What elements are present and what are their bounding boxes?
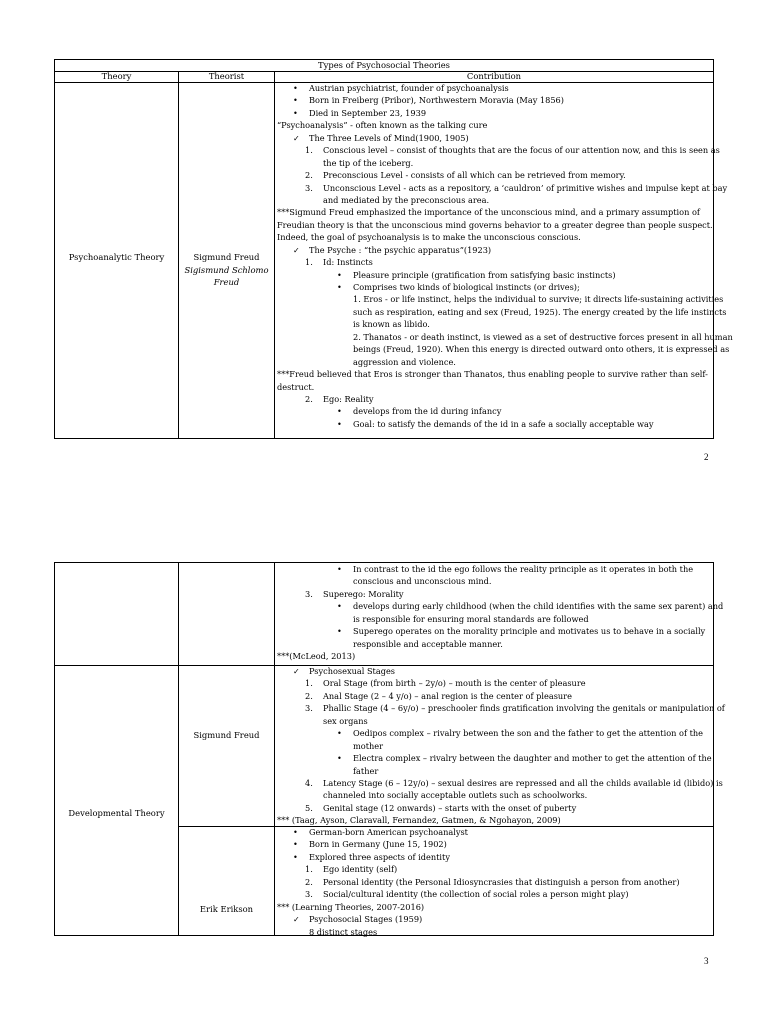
list-number: 3. [305, 703, 313, 714]
checkmark-icon: ✓ [293, 132, 300, 143]
list-number: 4. [305, 777, 313, 788]
contribution-text: 2. Thanatos - or death instinct, is viewed as a set of destructive forces present in all human [353, 331, 733, 342]
contribution-text: The Psyche : “the psychic apparatus”(1923) [309, 244, 492, 255]
contribution-text: such as respiration, eating and sex (Freud, 1925). The energy created by the life instincts [353, 306, 727, 317]
contribution-text: Psychosexual Stages [309, 666, 396, 676]
contribution-text: Born in Freiberg (Pribor), Northwestern Moravia (May 1856) [309, 95, 564, 106]
list-number: 2. [305, 876, 313, 887]
contribution-text: sex organs [323, 715, 368, 726]
theory-psychoanalytic: Psychoanalytic Theory [68, 252, 165, 262]
contribution-text: is responsible for ensuring moral standards are followed [353, 613, 589, 624]
list-number: 1. [305, 864, 313, 875]
contribution-text: Superego: Morality [323, 588, 404, 599]
contribution-text: Psychosocial Stages (1959) [309, 914, 423, 925]
contribution-text: destruct. [277, 381, 315, 392]
contribution-text: *** (Taag, Ayson, Claravall, Fernandez, Gatmen, & Ngohayon, 2009) [277, 815, 561, 826]
bullet-icon: • [337, 282, 342, 292]
bullet-icon: • [337, 626, 342, 637]
list-number: 2. [305, 690, 313, 701]
contribution-text: Phallic Stage (4 – 6y/o) – preschooler finds gratification involving the genitals or manipulation of [323, 703, 725, 714]
list-number: 1. [305, 257, 313, 268]
bullet-icon: • [293, 839, 298, 850]
contribution-text: Preconscious Level - consists of all which can be retrieved from memory. [323, 170, 626, 181]
contribution-text: ***Freud believed that Eros is stronger than Thanatos, thus enabling people to survive rather than self- [277, 369, 708, 380]
contribution-text: responsible and acceptable manner. [353, 638, 503, 649]
contribution-text: Freudian theory is that the unconscious mind governs behavior to a greater degree than people suspect. [277, 219, 713, 230]
contribution-text: ***Sigmund Freud emphasized the importance of the unconscious mind, and a primary assumption of [277, 207, 700, 218]
contribution-text: 8 distinct stages [309, 926, 378, 937]
theorist-name: Sigmund Freud [193, 252, 260, 262]
contribution-text: Indeed, the goal of psychoanalysis is to make the unconscious conscious. [277, 232, 581, 243]
list-number: 2. [305, 170, 313, 181]
psychosocial-theories-table-continued [54, 562, 725, 937]
bullet-icon: • [337, 728, 342, 739]
contribution-text: mother [353, 740, 384, 751]
column-divider [274, 71, 275, 438]
contribution-text: is known as libido. [353, 319, 430, 330]
contribution-text: Social/cultural identity (the collection of social roles a person might play) [323, 889, 629, 900]
contribution-text: 1. Eros - or life instinct, helps the individual to survive; it directs life-sustaining activities [353, 294, 724, 305]
theorist-alt-name-1: Sigismund Schlomo [184, 264, 269, 275]
contribution-text: Anal Stage (2 – 4 y/o) – anal region is the center of pleasure [323, 690, 572, 701]
contribution-text: develops during early childhood (when the child identifies with the same sex parent) and [353, 601, 724, 612]
contribution-text: Latency Stage (6 – 12y/o) – sexual desires are repressed and all the childs available id (libido) is [323, 777, 723, 788]
header-theorist: Theorist [208, 71, 245, 81]
contribution-text: beings (Freud, 1920). When this energy is directed outward onto others, it is expressed as [353, 344, 730, 355]
contribution-text: Ego: Reality [323, 393, 374, 404]
bullet-icon: • [293, 851, 298, 862]
contribution-text: “Psychoanalysis” - often known as the talking cure [277, 120, 488, 131]
contribution-text: German-born American psychoanalyst [309, 827, 468, 837]
contribution-text: Conscious level – consist of thoughts that are the focus of our attention now, and this is seen as [323, 145, 720, 156]
bullet-icon: • [337, 406, 342, 417]
bullet-icon: • [293, 107, 298, 118]
theorist-freud [179, 251, 274, 289]
checkmark-icon: ✓ [293, 666, 300, 676]
contribution-text: ***(McLeod, 2013) [277, 651, 356, 662]
list-number: 3. [305, 889, 313, 900]
psychosocial-theories-table [54, 59, 733, 439]
checkmark-icon: ✓ [293, 914, 300, 925]
contribution-text: The Three Levels of Mind(1900, 1905) [309, 132, 469, 143]
contribution-text: Ego identity (self) [323, 864, 398, 875]
contribution-text: Oedipos complex – rivalry between the son and the father to get the attention of the [353, 728, 703, 739]
theory-developmental: Developmental Theory [68, 808, 165, 818]
contribution-text: Oral Stage (from birth – 2y/o) – mouth is the center of pleasure [323, 678, 586, 689]
contribution-text: In contrast to the id the ego follows the reality principle as it operates in both the [353, 564, 694, 574]
header-theory: Theory [101, 71, 132, 81]
list-number: 2. [305, 393, 313, 404]
bullet-icon: • [337, 269, 342, 280]
contribution-text: channeled into socially acceptable outlets such as schoolworks. [323, 790, 588, 801]
contribution-text: Died in September 23, 1939 [309, 107, 427, 118]
page-number: 3 [704, 956, 709, 966]
contribution-text: Born in Germany (June 15, 1902) [309, 839, 447, 850]
contribution-text: Genital stage (12 onwards) – starts with the onset of puberty [323, 802, 577, 813]
contribution-text: Comprises two kinds of biological instincts (or drives); [353, 282, 580, 292]
contribution-text: Superego operates on the morality principle and motivates us to behave in a socially [353, 626, 706, 637]
contribution-text: Goal: to satisfy the demands of the id in a safe a socially acceptable way [353, 418, 654, 429]
contribution-text: Pleasure principle (gratification from satisfying basic instincts) [353, 269, 616, 280]
list-number: 1. [305, 145, 313, 156]
list-number: 5. [305, 802, 313, 813]
checkmark-icon: ✓ [293, 244, 300, 255]
contribution-text: father [353, 765, 379, 776]
theorist-alt-name-2: Freud [213, 277, 240, 287]
bullet-icon: • [293, 95, 298, 106]
contribution-text: Explored three aspects of identity [309, 851, 450, 862]
bullet-icon: • [337, 564, 342, 574]
bullet-icon: • [337, 601, 342, 612]
bullet-icon: • [337, 753, 342, 764]
list-number: 1. [305, 678, 313, 689]
list-number: 3. [305, 588, 313, 599]
bullet-icon: • [293, 83, 298, 93]
bullet-icon: • [293, 827, 298, 837]
contribution-text: the tip of the iceberg. [323, 157, 414, 168]
table-title: Types of Psychosocial Theories [318, 60, 450, 70]
list-number: 3. [305, 182, 313, 193]
bullet-icon: • [337, 418, 342, 429]
contribution-text: *** (Learning Theories, 2007-2016) [277, 901, 425, 912]
header-contribution: Contribution [466, 71, 522, 81]
contribution-text: conscious and unconscious mind. [353, 576, 492, 587]
contribution-text: Id: Instincts [323, 257, 373, 268]
contribution-text: Personal identity (the Personal Idiosyncrasies that distinguish a person from another) [323, 876, 680, 887]
contribution-text: develops from the id during infancy [353, 406, 502, 417]
column-divider [178, 563, 179, 935]
theorist-freud: Sigmund Freud [193, 730, 260, 740]
contribution-text: Unconscious Level - acts as a repository, a ‘cauldron’ of primitive wishes and impulse kept at bay [323, 182, 728, 193]
contribution-text: Electra complex – rivalry between the daughter and mother to get the attention of the [353, 753, 712, 764]
contribution-text: aggression and violence. [353, 356, 456, 367]
page-number: 2 [704, 452, 709, 462]
column-divider [274, 563, 275, 935]
contribution-text: and mediated by the preconscious area. [323, 194, 490, 205]
contribution-text: Austrian psychiatrist, founder of psychoanalysis [309, 83, 509, 93]
theorist-erikson: Erik Erikson [199, 904, 254, 914]
